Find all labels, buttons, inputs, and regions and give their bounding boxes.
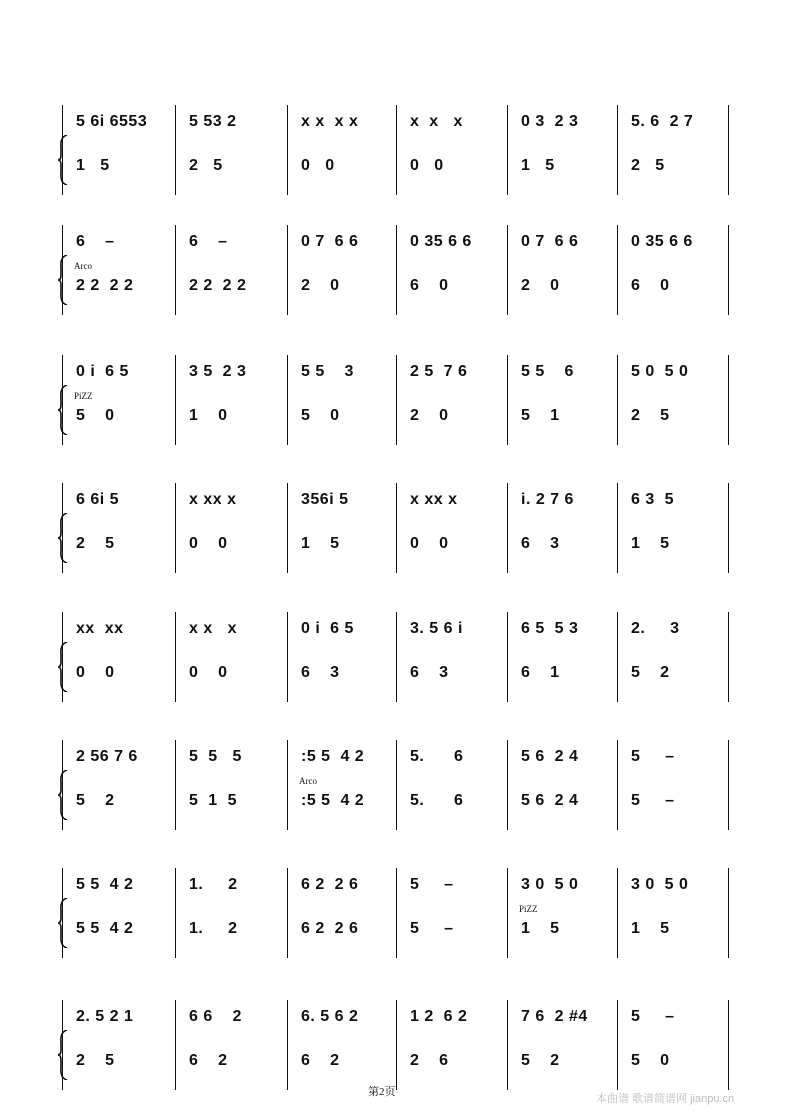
upper-part-notes: 2 56 7 6 — [76, 748, 138, 765]
lower-part-notes: 6 2 2 6 — [301, 920, 359, 937]
lower-part-notes: :5 5 4 2 — [301, 792, 365, 809]
lower-part-notes: 5 1 — [521, 407, 560, 424]
measure — [396, 612, 507, 702]
score-system — [0, 105, 790, 195]
lower-part-notes: 2 6 — [410, 1052, 449, 1069]
measure — [175, 483, 287, 573]
lower-part-notes: 5 – — [410, 920, 454, 937]
measure — [175, 1000, 287, 1090]
lower-part-notes: 2 5 — [189, 157, 223, 174]
measure — [62, 355, 175, 445]
lower-part-notes: 6 2 — [301, 1052, 340, 1069]
lower-part-notes: 6 3 — [521, 535, 560, 552]
lower-part-notes: 2 2 2 2 — [76, 277, 134, 294]
lower-part-notes: 6 3 — [301, 664, 340, 681]
bar-line — [728, 483, 729, 573]
upper-part-notes: 6 2 2 6 — [301, 876, 359, 893]
upper-part-notes: 6 – — [189, 233, 228, 250]
bar-line — [728, 225, 729, 315]
measure — [175, 612, 287, 702]
score-system — [0, 740, 790, 830]
measure — [287, 612, 396, 702]
measure — [396, 868, 507, 958]
measure — [507, 483, 617, 573]
measure — [175, 105, 287, 195]
measure — [175, 225, 287, 315]
upper-part-notes: 0 35 6 6 — [631, 233, 693, 250]
upper-part-notes: x xx x — [189, 491, 237, 508]
measure — [62, 868, 175, 958]
upper-part-notes: 5 – — [410, 876, 454, 893]
upper-part-notes: 6 – — [76, 233, 115, 250]
lower-part-notes: 2 5 — [76, 1052, 115, 1069]
measure — [617, 868, 728, 958]
upper-part-notes: 3 0 5 0 — [521, 876, 579, 893]
lower-part-notes: 5 0 — [301, 407, 340, 424]
measure — [62, 225, 175, 315]
bar-line — [728, 355, 729, 445]
page-footer: 第2页 — [368, 1086, 396, 1098]
upper-part-notes: 3 0 5 0 — [631, 876, 689, 893]
measure — [287, 868, 396, 958]
upper-part-notes: 5 5 6 — [521, 363, 574, 380]
lower-part-notes: 2 5 — [631, 407, 670, 424]
upper-part-notes: 2 5 7 6 — [410, 363, 468, 380]
lower-part-notes: 1 5 — [521, 157, 555, 174]
performance-marking: Arco — [74, 261, 92, 271]
lower-part-notes: 6 2 — [189, 1052, 228, 1069]
upper-part-notes: 5. 6 2 7 — [631, 113, 694, 130]
lower-part-notes: 0 0 — [301, 157, 335, 174]
lower-part-notes: 1 5 — [631, 535, 670, 552]
measure — [507, 612, 617, 702]
score-system — [0, 483, 790, 573]
upper-part-notes: 5 5 4 2 — [76, 876, 134, 893]
measure — [396, 483, 507, 573]
measure — [287, 1000, 396, 1090]
measure — [287, 105, 396, 195]
bar-line — [728, 740, 729, 830]
upper-part-notes: 5 5 3 — [301, 363, 354, 380]
measure — [507, 355, 617, 445]
measure — [287, 225, 396, 315]
measure — [617, 740, 728, 830]
upper-part-notes: 0 i 6 5 — [76, 363, 129, 380]
upper-part-notes: 6. 5 6 2 — [301, 1008, 359, 1025]
upper-part-notes: 5 53 2 — [189, 113, 237, 130]
score-system — [0, 1000, 790, 1090]
measure — [507, 1000, 617, 1090]
lower-part-notes: 5 2 — [521, 1052, 560, 1069]
upper-part-notes: 3 5 2 3 — [189, 363, 247, 380]
bar-line — [728, 612, 729, 702]
lower-part-notes: 2 5 — [631, 157, 665, 174]
score-system — [0, 225, 790, 315]
upper-part-notes: 5. 6 — [410, 748, 464, 765]
upper-part-notes: 5 6 2 4 — [521, 748, 579, 765]
upper-part-notes: 6 6 2 — [189, 1008, 242, 1025]
lower-part-notes: 2 0 — [410, 407, 449, 424]
measure — [396, 105, 507, 195]
upper-part-notes: 5 5 5 — [189, 748, 242, 765]
upper-part-notes: 6 6i 5 — [76, 491, 120, 508]
lower-part-notes: 1. 2 — [189, 920, 238, 937]
measure — [287, 355, 396, 445]
upper-part-notes: 0 3 2 3 — [521, 113, 579, 130]
performance-marking: Arco — [299, 776, 317, 786]
lower-part-notes: 5 5 4 2 — [76, 920, 134, 937]
measure — [507, 105, 617, 195]
lower-part-notes: 5 – — [631, 792, 675, 809]
lower-part-notes: 2 0 — [301, 277, 340, 294]
lower-part-notes: 1 0 — [189, 407, 228, 424]
upper-part-notes: 7 6 2 #4 — [521, 1008, 588, 1025]
upper-part-notes: 3. 5 6 i — [410, 620, 463, 637]
lower-part-notes: 5 0 — [76, 407, 115, 424]
measure — [287, 483, 396, 573]
lower-part-notes: 1 5 — [521, 920, 560, 937]
measure — [175, 355, 287, 445]
upper-part-notes: x x x x — [301, 113, 359, 130]
measure — [396, 740, 507, 830]
measure — [396, 225, 507, 315]
lower-part-notes: 0 0 — [410, 535, 449, 552]
bar-line — [728, 105, 729, 195]
measure — [62, 105, 175, 195]
lower-part-notes: 2 2 2 2 — [189, 277, 247, 294]
measure — [62, 1000, 175, 1090]
score-system — [0, 612, 790, 702]
measure — [175, 868, 287, 958]
lower-part-notes: 5 2 — [76, 792, 115, 809]
measure — [62, 740, 175, 830]
lower-part-notes: 0 0 — [189, 664, 228, 681]
upper-part-notes: 356i 5 — [301, 491, 349, 508]
upper-part-notes: i. 2 7 6 — [521, 491, 574, 508]
lower-part-notes: 5 2 — [631, 664, 670, 681]
lower-part-notes: 1 5 — [76, 157, 110, 174]
lower-part-notes: 5. 6 — [410, 792, 464, 809]
upper-part-notes: 1 2 6 2 — [410, 1008, 468, 1025]
measure — [507, 868, 617, 958]
upper-part-notes: 5 0 5 0 — [631, 363, 689, 380]
upper-part-notes: 0 7 6 6 — [521, 233, 579, 250]
score-system — [0, 355, 790, 445]
score-system — [0, 868, 790, 958]
performance-marking: PiZZ — [74, 391, 93, 401]
measure — [175, 740, 287, 830]
lower-part-notes: 6 1 — [521, 664, 560, 681]
upper-part-notes: 2. 3 — [631, 620, 680, 637]
measure — [507, 740, 617, 830]
measure — [287, 740, 396, 830]
measure — [617, 483, 728, 573]
lower-part-notes: 2 5 — [76, 535, 115, 552]
measure — [617, 612, 728, 702]
measure — [396, 1000, 507, 1090]
upper-part-notes: 5 – — [631, 748, 675, 765]
upper-part-notes: 0 35 6 6 — [410, 233, 472, 250]
lower-part-notes: 1 5 — [301, 535, 340, 552]
measure — [617, 105, 728, 195]
upper-part-notes: 2. 5 2 1 — [76, 1008, 134, 1025]
upper-part-notes: x x x — [410, 113, 463, 130]
bar-line — [728, 1000, 729, 1090]
upper-part-notes: :5 5 4 2 — [301, 748, 365, 765]
upper-part-notes: 5 6i 6553 — [76, 113, 148, 130]
lower-part-notes: 6 3 — [410, 664, 449, 681]
bar-line — [728, 868, 729, 958]
upper-part-notes: 0 7 6 6 — [301, 233, 359, 250]
upper-part-notes: 0 i 6 5 — [301, 620, 354, 637]
lower-part-notes: 5 0 — [631, 1052, 670, 1069]
measure — [617, 225, 728, 315]
lower-part-notes: 5 1 5 — [189, 792, 237, 809]
lower-part-notes: 5 6 2 4 — [521, 792, 579, 809]
watermark: 本曲谱 歌谱简谱网 jianpu.cn — [596, 1093, 735, 1105]
upper-part-notes: 1. 2 — [189, 876, 238, 893]
lower-part-notes: 0 0 — [189, 535, 228, 552]
upper-part-notes: 5 – — [631, 1008, 675, 1025]
upper-part-notes: 6 3 5 — [631, 491, 675, 508]
lower-part-notes: 1 5 — [631, 920, 670, 937]
lower-part-notes: 0 0 — [410, 157, 444, 174]
measure — [617, 1000, 728, 1090]
upper-part-notes: x x x — [189, 620, 237, 637]
performance-marking: PiZZ — [519, 904, 538, 914]
lower-part-notes: 6 0 — [410, 277, 449, 294]
upper-part-notes: x xx x — [410, 491, 458, 508]
lower-part-notes: 2 0 — [521, 277, 560, 294]
measure — [396, 355, 507, 445]
measure — [62, 483, 175, 573]
measure — [617, 355, 728, 445]
measure — [507, 225, 617, 315]
upper-part-notes: 6 5 5 3 — [521, 620, 579, 637]
measure — [62, 612, 175, 702]
lower-part-notes: 0 0 — [76, 664, 115, 681]
upper-part-notes: xx xx — [76, 620, 124, 637]
lower-part-notes: 6 0 — [631, 277, 670, 294]
